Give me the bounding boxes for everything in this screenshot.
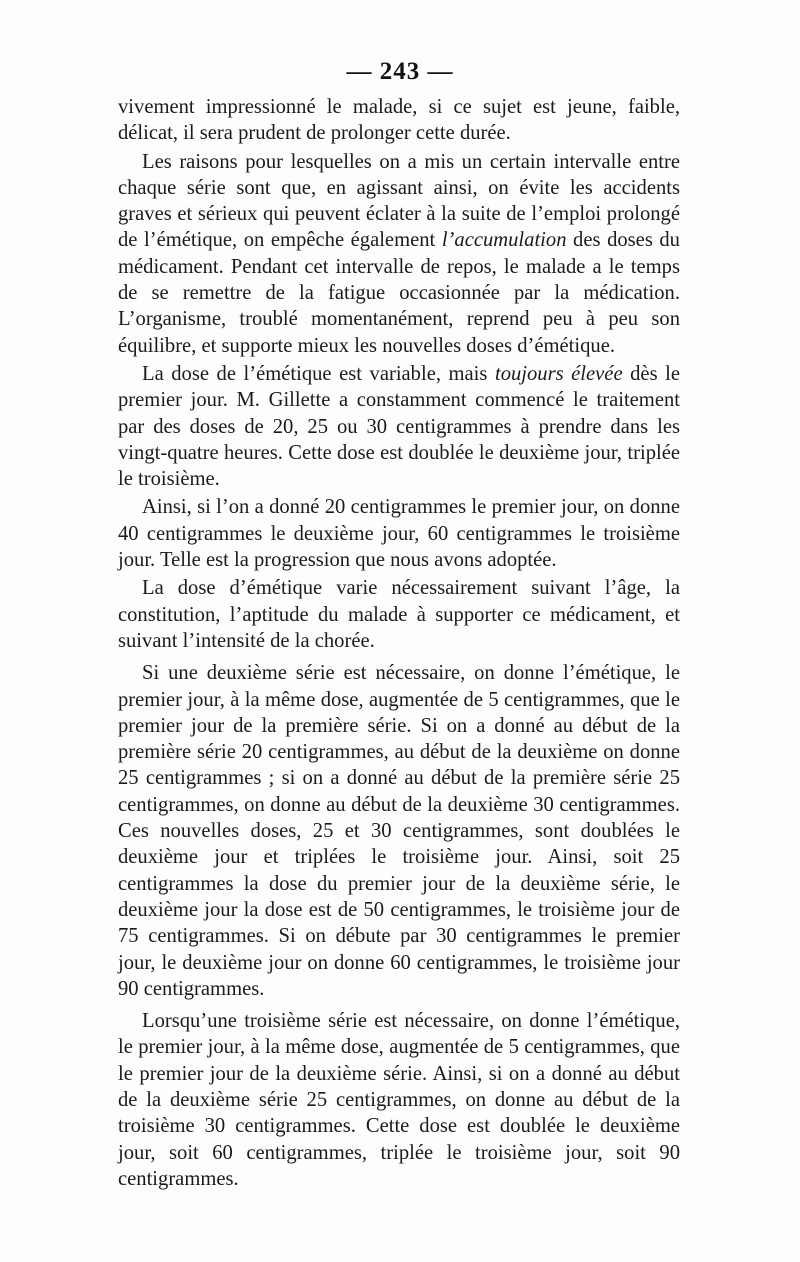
paragraph (118, 494, 680, 573)
text-run: des doses du médicament. Pendant cet intervalle de repos, le malade a le temps de se remettre de la fatigue occasionnée par la médication. L’organisme, troublé momentanément, reprend peu à peu son équilibre, et supporte mieux les nouvelles doses d’émétique. (118, 229, 680, 357)
text-run: La dose de l’émétique est variable, mais (142, 362, 495, 385)
paragraph (118, 660, 680, 1002)
italic-text-run: toujours élevée (494, 362, 623, 385)
text-run: vivement impressionné le malade, si ce sujet est jeune, faible, délicat, il sera prudent de prolonger cette durée. (118, 96, 680, 145)
paragraph (118, 94, 680, 147)
text-run: Les raisons pour lesquelles on a mis un certain intervalle entre chaque série sont que, en agissant ainsi, on évite les accidents graves et sérieux qui peuvent éclater à la suite de l’emploi prolongé de l’émétique, on empêche également (118, 150, 680, 252)
italic-text-run: l’accumulation (441, 229, 567, 252)
text-run: Ainsi, si l’on a donné 20 centigrammes le premier jour, on donne 40 centigrammes le deuxième jour, 60 centigrammes le troisième jour. Telle est la progression que nous avons adoptée. (118, 496, 680, 572)
body-text (118, 94, 680, 1192)
text-run: La dose d’émétique varie nécessairement suivant l’âge, la constitution, l’aptitude du malade à supporter ce médicament, et suivant l’intensité de la chorée. (118, 577, 680, 652)
paragraph (118, 149, 680, 359)
text-run: dès le premier jour. M. Gillette a constamment commencé le traitement par des doses de 20, 25 ou 30 centigrammes à prendre dans les vingt-quatre heures. Cette dose est doublée le deuxième jour, triplée le troisième. (118, 362, 680, 491)
text-run: Lorsqu’une troisième série est nécessaire, on donne l’émétique, le premier jour, à la même dose, augmentée de 5 centigrammes, que le premier jour de la deuxième série. Ainsi, si on a donné au début de la deuxième série 25 centigrammes, on donne au début de la troisième 30 centigrammes. Cette dose est doublée le deuxième jour, soit 60 centigrammes, triplée le troisième jour, soit 90 centigrammes. (118, 1010, 680, 1190)
page-number: — 243 — (346, 58, 454, 85)
paragraph (118, 361, 680, 492)
paragraph (118, 1008, 680, 1192)
paragraph (118, 575, 680, 654)
text-run: Si une deuxième série est nécessaire, on donne l’émétique, le premier jour, à la même dose, augmentée de 5 centigrammes, que le premier jour de la première série. Si on a donné au début de la première série 20 centigrammes, au début de la deuxième on donne 25 centigrammes ; si on a donné au début de la première série 25 centigrammes, on donne au début de la deuxième 30 centigrammes. Ces nouvelles doses, 25 et 30 centigrammes, sont doublées le deuxième jour et triplées le troisième jour. Ainsi, soit 25 centigrammes la dose du premier jour de la deuxième série, le deuxième jour la dose est de 50 centigrammes, le troisième jour de 75 centigrammes. Si on débute par 30 centigrammes le premier jour, le deuxième jour on donne 60 centigrammes, le troisième jour 90 centigrammes. (118, 662, 680, 1000)
